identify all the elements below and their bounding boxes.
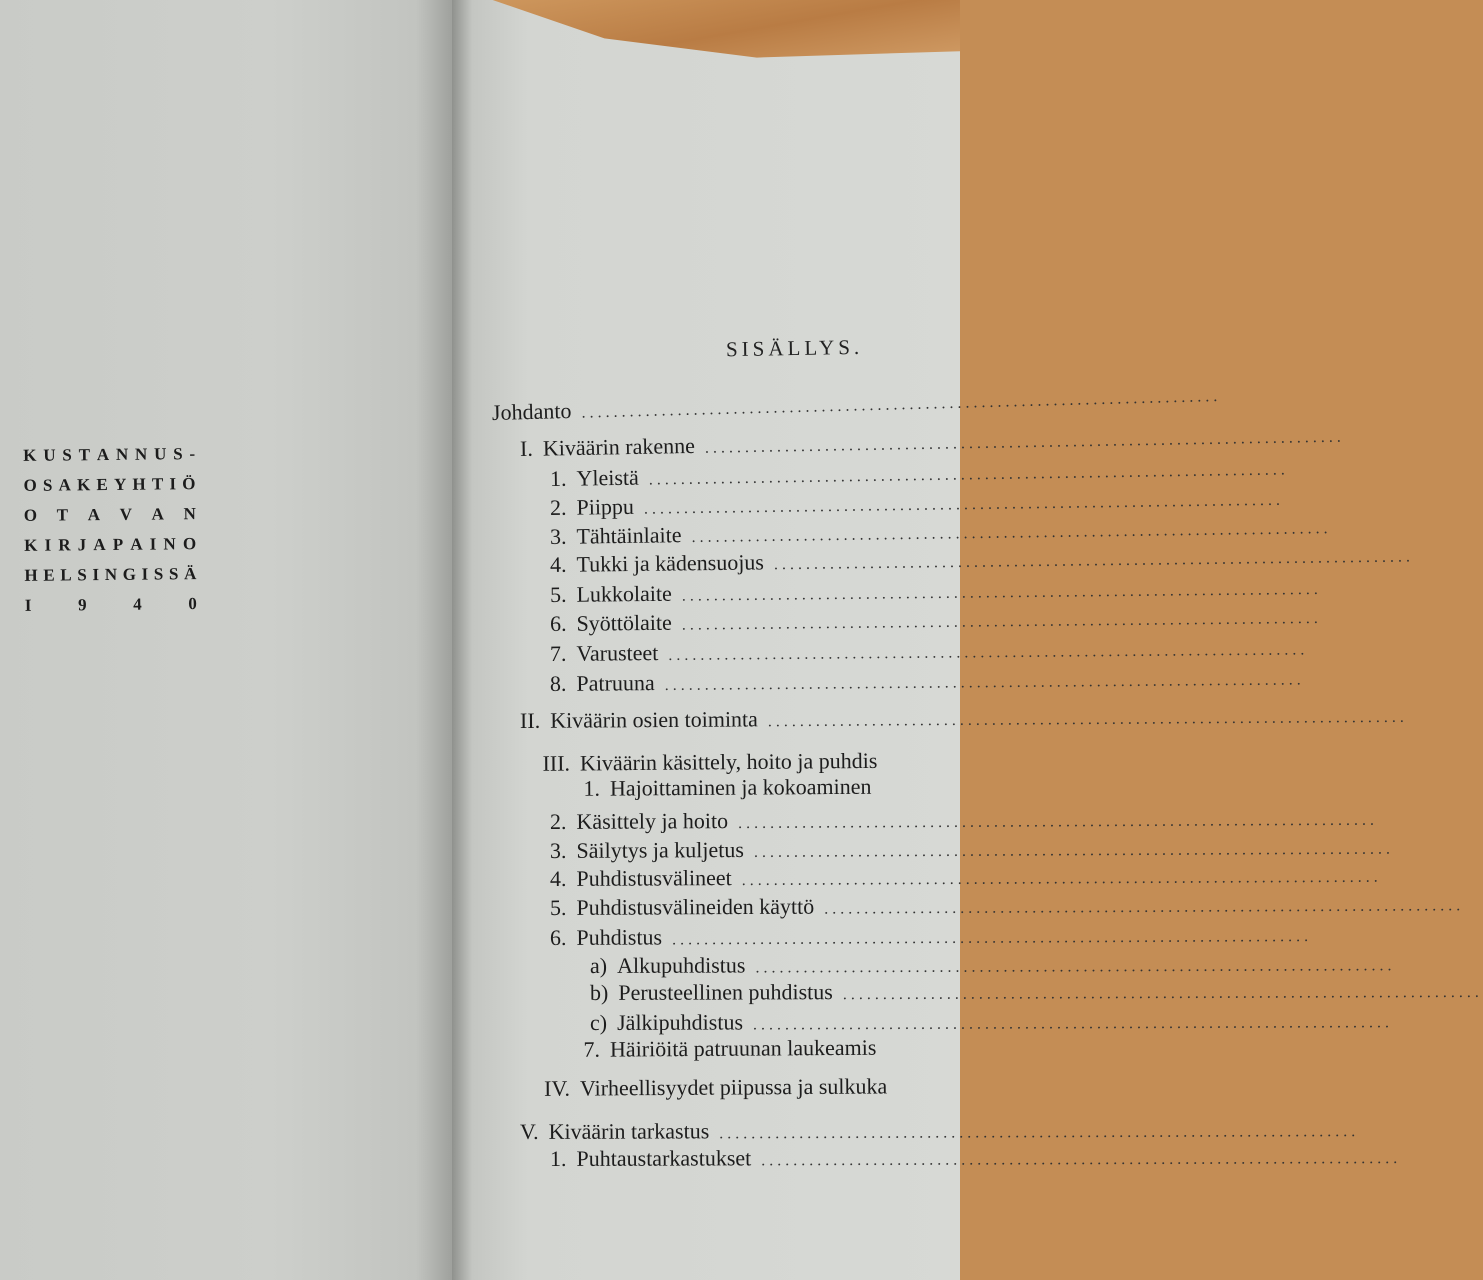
toc-entry-number: 1.	[549, 465, 567, 491]
toc-entry-label: Häiriöitä patruunan laukeamis	[609, 1034, 877, 1062]
toc-entry	[519, 428, 1345, 462]
imprint-letter: I	[149, 534, 157, 554]
toc-entry-number: IV.	[544, 1075, 571, 1101]
imprint-letter: S	[42, 475, 53, 495]
imprint-letter: E	[43, 565, 55, 585]
toc-entry	[549, 807, 1379, 835]
dot-leader: ................................................................................	[767, 708, 1408, 731]
imprint-letter: 0	[188, 594, 197, 614]
toc-entry-label: Kiväärin osien toiminta	[550, 706, 758, 733]
toc-entry-label: Kiväärin tarkastus	[548, 1118, 710, 1144]
toc-entry-label: Alkupuhdistus	[617, 952, 746, 978]
toc-entry-label: Johdanto	[491, 397, 572, 425]
toc-entry-label: Hajoittaminen ja kokoaminen	[609, 773, 872, 801]
imprint-letter: N	[104, 564, 118, 585]
imprint-letter: S	[77, 565, 87, 585]
dot-leader: ................................................................................	[753, 840, 1394, 861]
imprint-letter: K	[76, 475, 91, 495]
dot-leader: ................................................................................	[755, 957, 1396, 977]
toc-entry-label: Yleistä	[576, 464, 640, 491]
toc-entry	[549, 864, 1382, 892]
imprint-letter: N	[183, 504, 196, 524]
toc-entry-label: Puhtaustarkastukset	[576, 1145, 752, 1171]
imprint-letter: A	[58, 475, 71, 495]
toc-entry	[491, 387, 1222, 426]
dot-leader: ................................................................................	[691, 520, 1332, 547]
dot-leader: ................................................................................	[681, 580, 1322, 605]
toc-entry-number: 5.	[549, 894, 567, 920]
toc-entry-number: 4.	[549, 551, 567, 577]
imprint-letter: S	[168, 564, 179, 584]
imprint-letter: K	[23, 445, 37, 465]
toc-entry	[549, 489, 1285, 521]
imprint-letter: I	[92, 565, 100, 585]
toc-entry-number: 7.	[549, 640, 567, 666]
toc-entry	[549, 637, 1309, 667]
imprint-letter: T	[78, 445, 91, 465]
toc-entry	[520, 747, 960, 777]
toc-entry	[549, 578, 1322, 608]
toc-entry-number: a)	[589, 952, 608, 978]
toc-entry	[549, 836, 1394, 864]
imprint-letter: I	[141, 564, 149, 584]
imprint-letter: H	[132, 474, 146, 494]
imprint-letter: A	[151, 504, 164, 524]
toc-entry-number: 7.	[583, 1036, 601, 1062]
toc-entry-number: 5.	[549, 581, 567, 607]
imprint-letter: A	[87, 505, 101, 525]
toc-entry-label: Perusteellinen puhdistus	[618, 979, 833, 1005]
dot-leader: ................................................................................	[761, 1150, 1402, 1170]
toc-entry	[549, 1145, 1402, 1172]
dot-leader: ................................................................................	[752, 1014, 1394, 1034]
imprint-letter: N	[115, 444, 129, 464]
toc-entry	[549, 607, 1322, 637]
toc-entry-number: 2.	[549, 494, 567, 520]
dot-leader: ................................................................................	[704, 428, 1345, 457]
toc-entry-number: 6.	[549, 610, 567, 636]
dot-leader: ................................................................................	[664, 671, 1305, 694]
imprint-letter: S	[62, 445, 72, 465]
toc-entry-number: 1.	[549, 1145, 567, 1171]
imprint-letter: S	[153, 564, 164, 584]
toc-entry	[519, 1117, 1360, 1145]
imprint-letter: A	[93, 535, 106, 555]
toc-entry	[549, 460, 1289, 492]
imprint-letter: 4	[133, 594, 142, 614]
dot-leader: ................................................................................	[737, 811, 1379, 833]
dot-leader: ................................................................................	[824, 897, 1465, 918]
toc-entry	[589, 979, 1483, 1006]
imprint-letter: O	[182, 534, 197, 554]
toc-entry-number: 3.	[549, 837, 567, 863]
toc-entry-label: Lukkolaite	[576, 580, 672, 607]
toc-entry	[549, 667, 1305, 697]
toc-entry-number: III.	[542, 750, 571, 776]
toc-entry	[550, 773, 960, 802]
toc-entry-label: Tukki ja kädensuojus	[576, 549, 765, 577]
toc-entry-label: Syöttölaite	[576, 609, 672, 636]
toc-entry	[519, 705, 1408, 734]
imprint-letter: U	[43, 445, 56, 465]
imprint-letter: K	[24, 535, 38, 555]
toc-entry	[520, 1073, 960, 1102]
imprint-letter: T	[151, 474, 164, 494]
dot-leader: ................................................................................	[773, 548, 1414, 574]
dot-leader: ................................................................................	[842, 983, 1483, 1004]
imprint-letter: T	[56, 505, 69, 525]
toc-entry-number: I.	[519, 435, 534, 461]
imprint-letter: O	[23, 505, 38, 525]
imprint-letter: J	[77, 535, 87, 555]
imprint-letter: R	[58, 535, 71, 555]
toc-entry	[550, 1034, 960, 1063]
imprint-letter: O	[23, 475, 37, 495]
toc-entry	[549, 518, 1332, 550]
toc-entry	[549, 547, 1414, 578]
toc-entry-label: Puhdistusvälineet	[576, 865, 732, 891]
toc-entry	[589, 1009, 1394, 1036]
imprint-letter: -	[189, 444, 196, 464]
imprint-letter: A	[96, 445, 110, 465]
imprint-letter: S	[173, 444, 183, 464]
imprint-letter: I	[44, 535, 52, 555]
imprint-letter: L	[60, 565, 72, 585]
imprint-letter: E	[96, 475, 108, 495]
imprint-letter: V	[119, 504, 133, 524]
imprint-letter: U	[153, 444, 167, 464]
toc-entry-label: Puhdistusvälineiden käyttö	[576, 893, 815, 920]
toc-entry-label: Säilytys ja kuljetus	[576, 836, 745, 863]
imprint-letter: Y	[113, 474, 127, 494]
dot-leader: ................................................................................	[681, 609, 1322, 634]
toc-entry	[549, 893, 1465, 921]
toc-entry-label: Varusteet	[576, 640, 659, 666]
imprint-letter: Ö	[182, 474, 196, 494]
toc-entry-number: 4.	[549, 865, 567, 891]
toc-entry-number: II.	[519, 707, 541, 733]
toc-entry-label: Piippu	[576, 493, 635, 520]
toc-entry-label: Tähtäinlaite	[576, 522, 682, 549]
imprint-letter: A	[130, 534, 143, 554]
dot-leader: ................................................................................	[643, 491, 1285, 518]
dot-leader: ................................................................................	[581, 387, 1222, 422]
toc-entry-number: 1.	[583, 775, 601, 801]
toc-entry-number: b)	[589, 979, 609, 1005]
imprint-letter: I	[24, 595, 32, 615]
toc-entry	[589, 952, 1396, 979]
imprint-letter: N	[163, 534, 176, 554]
imprint-letter: N	[134, 444, 148, 464]
imprint-letter: Ä	[184, 564, 197, 584]
toc-entry-number: 6.	[549, 924, 567, 950]
dot-leader: ................................................................................	[741, 868, 1382, 889]
toc-entry-label: Kiväärin rakenne	[542, 432, 696, 461]
toc-entry-number: 2.	[549, 808, 567, 834]
toc-entry-label: Käsittely ja hoito	[576, 808, 729, 834]
imprint-letter: H	[24, 565, 38, 585]
imprint-letter: 9	[77, 595, 87, 615]
toc-entry-label: Puhdistus	[576, 924, 663, 950]
toc-entry-number: 8.	[549, 670, 567, 696]
dot-leader: ................................................................................	[668, 641, 1309, 664]
toc-title: SISÄLLYS.	[725, 334, 864, 362]
toc-entry-label: Virheellisyydet piipussa ja sulkuka	[579, 1073, 888, 1101]
toc-entry-number: V.	[519, 1118, 539, 1144]
toc-entry-number: c)	[589, 1009, 608, 1035]
imprint-letter: I	[169, 474, 177, 494]
toc-entry-label: Patruuna	[576, 670, 655, 696]
imprint-letter: G	[122, 564, 137, 584]
toc-entry	[549, 923, 1313, 951]
toc-entry-label: Kiväärin käsittely, hoito ja puhdis	[579, 747, 878, 776]
dot-leader: ................................................................................	[648, 461, 1289, 489]
toc-entry-label: Jälkipuhdistus	[617, 1009, 744, 1035]
dot-leader: ................................................................................	[719, 1123, 1360, 1143]
imprint-letter: P	[112, 534, 124, 554]
dot-leader: ................................................................................	[672, 928, 1313, 949]
toc-entry-number: 3.	[549, 523, 567, 549]
